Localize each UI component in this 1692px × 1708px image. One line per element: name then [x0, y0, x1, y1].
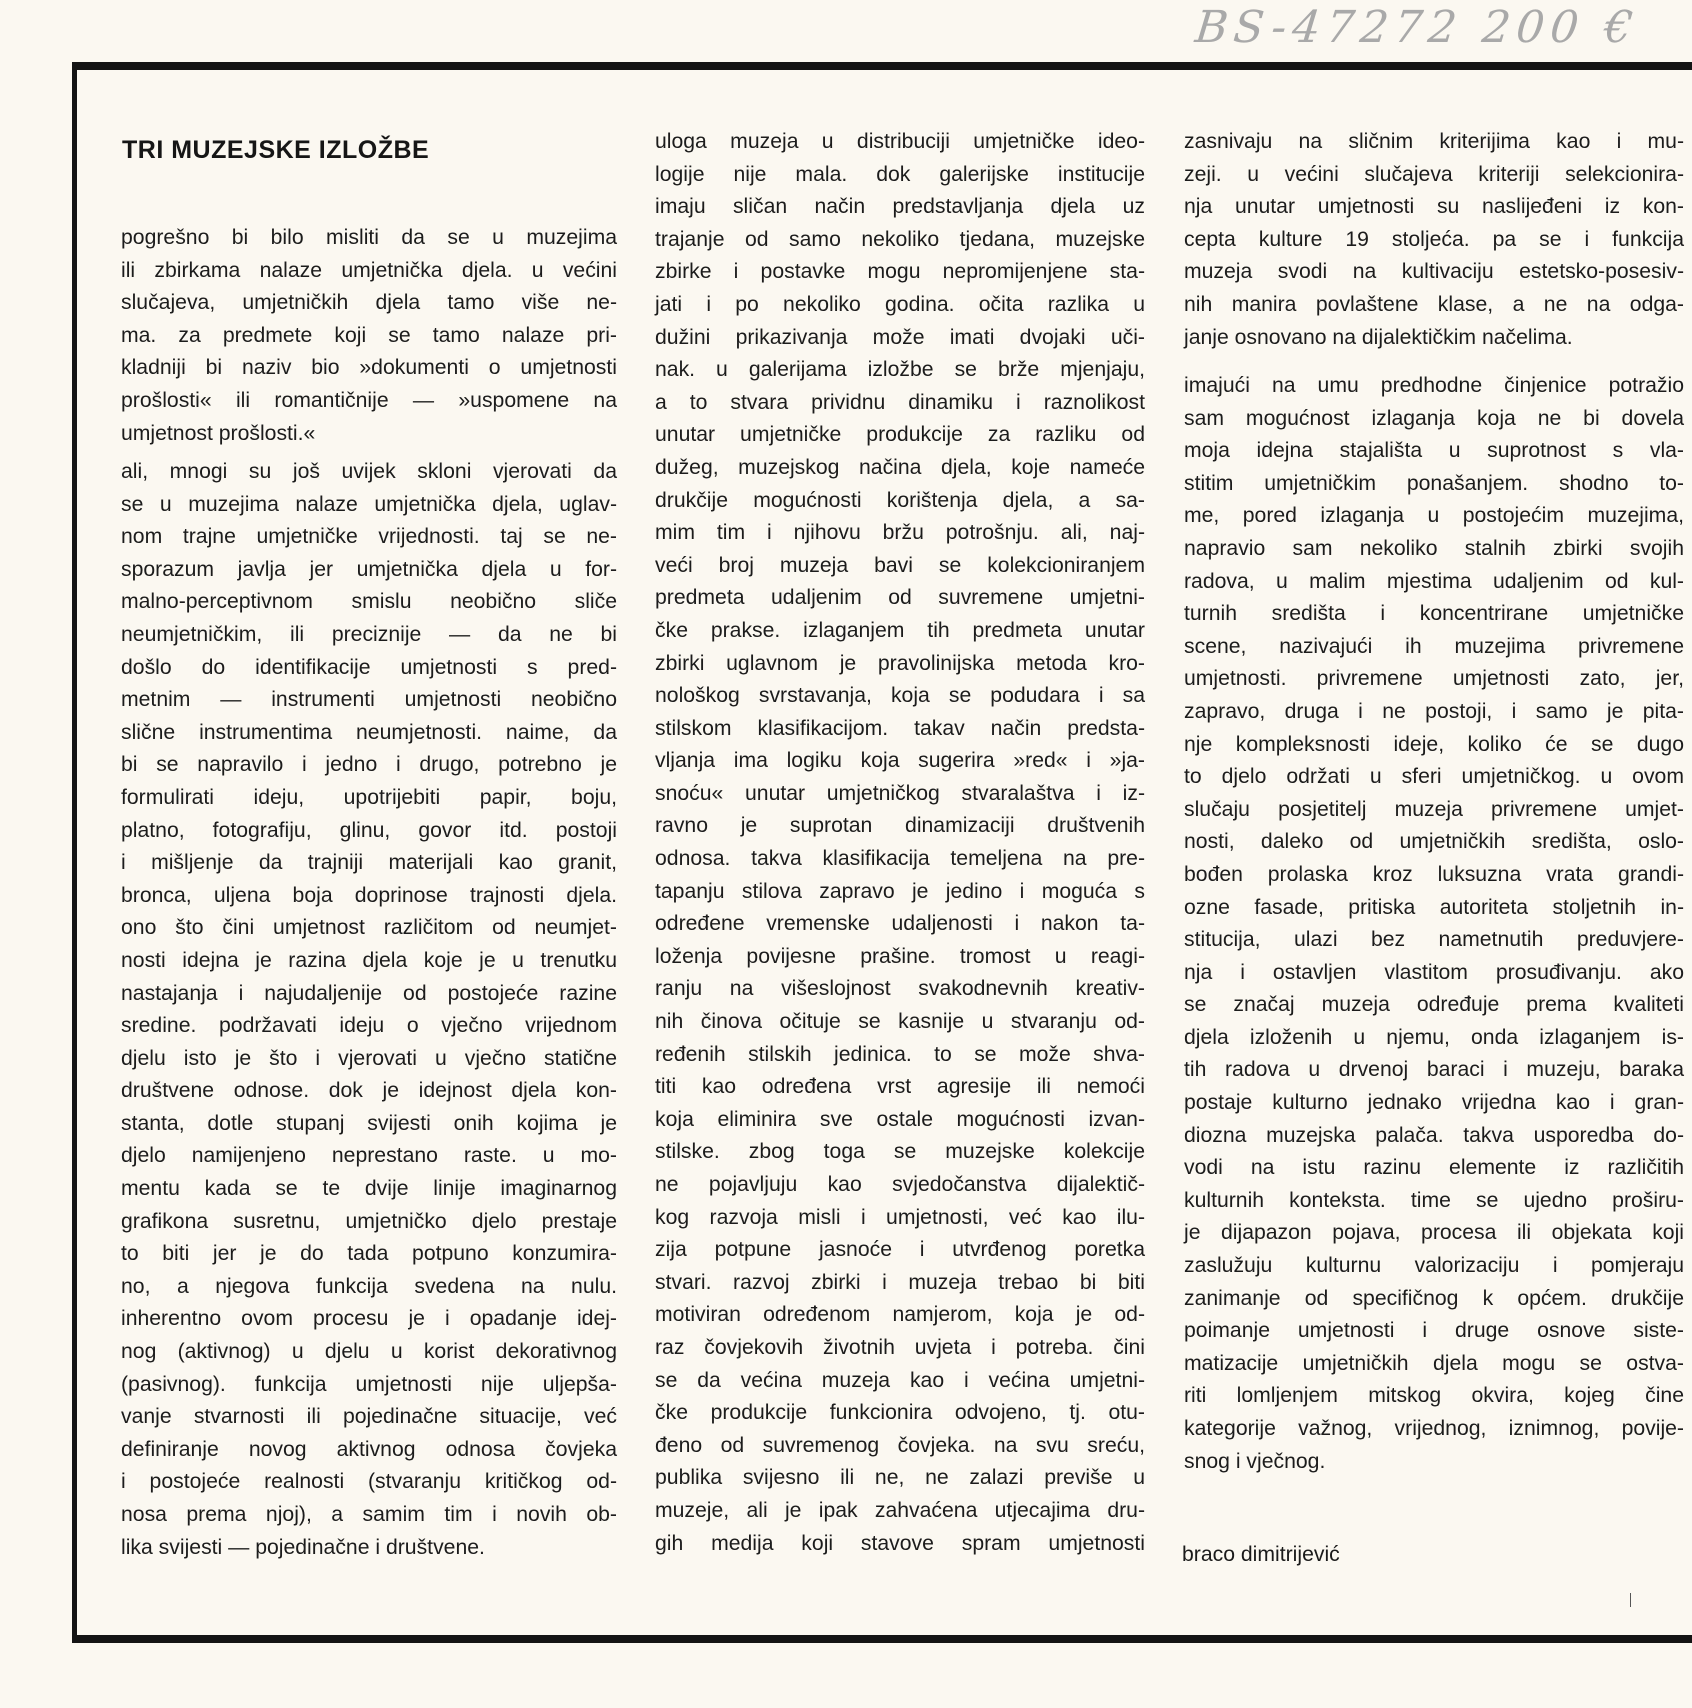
text-line: se da većina muzeja kao i većina umjetni- [655, 1368, 1145, 1392]
text-line: slučaju posjetitelj muzeja privremene umjet- [1184, 797, 1684, 821]
text-line: ravno je suprotan dinamizaciji društvenih [655, 814, 1145, 838]
text-line: nosa prema njoj), a samim tim i novih ob- [121, 1503, 617, 1526]
text-line: zbirke i postavke mogu nepromijenjene sta- [655, 260, 1145, 284]
text-line: turnih središta i koncentrirane umjetničke [1184, 602, 1684, 626]
text-line: motiviran određenom namjerom, koja je od- [655, 1303, 1145, 1327]
text-line: publika svijesno ili ne, ne zalazi previše u [655, 1466, 1145, 1490]
text-line: prošlosti« ili romantičnije — »uspomene na [121, 388, 617, 412]
text-line: ređenih stilskih jedinica. to se može shva- [655, 1042, 1145, 1066]
text-line: moja idejna stajališta u suprotnost s vla- [1184, 439, 1684, 463]
text-line: metnim — instrumenti umjetnosti neobično [121, 688, 617, 712]
text-line: napravio sam nekoliko stalnih zbirki svojih [1184, 536, 1684, 560]
column-3-paragraph-1 [1184, 126, 1684, 354]
text-line: djela izloženih u njemu, onda izlaganjem is- [1184, 1025, 1684, 1049]
text-line: muzeja svodi na kultivaciju estetsko-posesiv- [1184, 260, 1684, 284]
text-line: djelu isto je što i vjerovati u vječno statične [121, 1046, 617, 1070]
text-line: i postojeće realnosti (stvaranju kritičkog od- [121, 1470, 617, 1494]
text-line: kategorije važnog, vrijednog, iznimnog, povije- [1184, 1417, 1684, 1440]
text-line: cepta kulture 19 stoljeća. pa se i funkcija [1184, 227, 1684, 251]
text-line: ali, mnogi su još uvijek skloni vjerovati da [121, 460, 617, 483]
text-line: bronca, uljena boja doprinose trajnosti djela. [121, 883, 617, 907]
author-signature: braco dimitrijević [1182, 1543, 1340, 1566]
text-line: sam mogućnost izlaganja koja ne bi dovela [1184, 406, 1684, 430]
text-line: drukčije mogućnosti korištenja djela, a sa- [655, 488, 1145, 512]
text-line: diozna muzejska palača. takva usporedba do- [1184, 1123, 1684, 1147]
text-line: jati i po nekoliko godina. očita razlika u [655, 292, 1145, 316]
text-line: ozne fasade, pritiska autoriteta stoljetnih in- [1184, 895, 1684, 919]
text-line: ono što čini umjetnost različitom od neumjet- [121, 916, 617, 940]
text-line: neumjetničkim, ili preciznije — da ne bi [121, 622, 617, 646]
text-line: dužeg, muzejskog načina djela, koje nameće [655, 455, 1145, 479]
text-line: loženja povijesne prašine. tromost u reagi- [655, 944, 1145, 968]
text-line: mim tim i njihovu bržu potrošnju. ali, naj- [655, 521, 1145, 545]
text-line: društvene odnose. dok je idejnost djela kon- [121, 1079, 617, 1103]
text-line: lika svijesti — pojedinačne i društvene. [121, 1535, 485, 1559]
text-line: kog razvoja misli i umjetnosti, već kao ilu- [655, 1205, 1145, 1229]
article-title: TRI MUZEJSKE IZLOŽBE [122, 136, 430, 164]
text-line: nastajanja i najudaljenije od postojeće razine [121, 981, 617, 1005]
text-line: nak. u galerijama izložbe se brže mjenjaju, [655, 358, 1145, 382]
text-line: pogrešno bi bilo misliti da se u muzejima [121, 226, 617, 249]
text-line: poimanje umjetnosti i druge osnove siste- [1184, 1319, 1684, 1343]
text-line: bi se napravilo i jedno i drugo, potrebno je [121, 753, 617, 777]
text-line: stilske. zbog toga se muzejske kolekcije [655, 1140, 1145, 1164]
text-line: veći broj muzeja bavi se kolekcioniranjem [655, 553, 1145, 577]
text-line: no, a njegova funkcija svedena na nulu. [121, 1274, 617, 1298]
text-line: snoću« unutar umjetničkog stvaralaštva i iz- [655, 781, 1145, 805]
text-line: đeno od suvremenog čovjeka. na svu sreću, [655, 1433, 1145, 1457]
text-line: scene, nazivajući ih muzejima privremene [1184, 634, 1684, 658]
column-1-paragraph-2 [121, 456, 617, 1564]
text-line: čke produkcije funkcionira odvojeno, tj. otu- [655, 1401, 1145, 1425]
text-line: janje osnovano na dijalektičkim načelima. [1184, 325, 1573, 349]
text-line: nih manira povlaštene klase, a ne na odga- [1184, 292, 1684, 316]
text-line: čke prakse. izlaganjem tih predmeta unutar [655, 618, 1145, 642]
text-line: to biti jer je do tada potpuno konzumira- [121, 1242, 617, 1266]
text-line: muzeje, ali je ipak zahvaćena utjecajima dru- [655, 1498, 1145, 1522]
text-line: imajući na umu predhodne činjenice potražio [1184, 374, 1684, 397]
text-line: sporazum javlja jer umjetnička djela u for- [121, 557, 617, 581]
text-line: nje kompleksnosti ideje, koliko će se dugo [1184, 732, 1684, 756]
text-line: nom trajne umjetničke vrijednosti. taj se ne- [121, 525, 617, 549]
text-line: ranju na višeslojnost svakodnevnih kreativ- [655, 977, 1145, 1001]
text-line: kladniji bi naziv bio »dokumenti o umjetnosti [121, 356, 617, 380]
frame-bottom-rule [72, 1635, 1692, 1643]
column-1-paragraph-1 [121, 222, 617, 450]
text-line: mentu kada se te dvije linije imaginarnog [121, 1177, 617, 1201]
text-line: odnosa. takva klasifikacija temeljena na pre- [655, 847, 1145, 871]
text-line: matizacije umjetničkih djela mogu se ostva- [1184, 1351, 1684, 1375]
text-line: slične instrumentima neumjetnosti. naime, da [121, 720, 617, 744]
text-line: zaslužuju kulturnu valorizaciju i pomjeraju [1184, 1254, 1684, 1278]
text-line: uloga muzeja u distribuciji umjetničke ideo- [655, 130, 1145, 153]
text-line: nološkog svrstavanja, koja se podudara i sa [655, 684, 1145, 708]
text-line: (pasivnog). funkcija umjetnosti nije uljepša- [121, 1372, 617, 1396]
text-line: nja unutar umjetnosti su naslijeđeni iz kon- [1184, 195, 1684, 219]
text-line: stanta, dotle stupanj svijesti onih kojima je [121, 1111, 617, 1135]
text-line: ne pojavljuju kao svjedočanstva dijalektič- [655, 1173, 1145, 1196]
text-line: djelo namijenjeno neprestano raste. u mo- [121, 1144, 617, 1168]
text-line: se značaj muzeja određuje prema kvaliteti [1184, 993, 1684, 1017]
text-line: ma. za predmete koji se tamo nalaze pri- [121, 323, 617, 347]
text-line: je dijapazon pojava, procesa ili objekata koji [1184, 1221, 1684, 1245]
text-line: koja eliminira sve ostale mogućnosti izvan- [655, 1107, 1145, 1131]
text-line: zbirki uglavnom je pravolinijska metoda kro- [655, 651, 1145, 675]
text-line: nog (aktivnog) u djelu u korist dekorativnog [121, 1340, 617, 1364]
handwritten-annotation: BS-47272 200 € [1192, 2, 1642, 53]
text-line: tih radova u drvenoj baraci i muzeju, baraka [1184, 1058, 1684, 1082]
text-line: stvari. razvoj zbirki i muzeja trebao bi biti [655, 1270, 1145, 1294]
text-line: raz čovjekovih životnih uvjeta i potreba. čini [655, 1335, 1145, 1359]
frame-left-rule [72, 62, 77, 1643]
text-line: zanimanje od specifičnog k općem. drukčije [1184, 1286, 1684, 1310]
text-line: zeji. u većini slučajeva kriteriji selekcionira- [1184, 162, 1684, 186]
text-line: vodi na istu razinu elemente iz različitih [1184, 1156, 1684, 1180]
text-line: vljanja ima logiku koja sugerira »red« i »ja- [655, 749, 1145, 773]
text-line: grafikona susretnu, umjetničko djelo prestaje [121, 1209, 617, 1233]
text-line: nja i ostavljen vlastitom prosuđivanju. ako [1184, 960, 1684, 984]
column-3-paragraph-2 [1184, 370, 1684, 1478]
text-line: umjetnost prošlosti.« [121, 421, 316, 445]
text-line: trajanje od samo nekoliko tjedana, muzejske [655, 227, 1145, 251]
margin-mark [1630, 1593, 1631, 1607]
text-line: se u muzejima nalaze umjetnička djela, uglav- [121, 492, 617, 516]
text-line: to djelo održati u sferi umjetničkog. u ovom [1184, 765, 1684, 789]
text-line: formulirati ideju, upotrijebiti papir, boju, [121, 785, 617, 809]
text-line: definiranje novog aktivnog odnosa čovjeka [121, 1437, 617, 1461]
text-line: nosti, daleko od umjetničkih središta, oslo- [1184, 830, 1684, 854]
text-line: tapanju stilova zapravo je jedino i moguća s [655, 879, 1145, 903]
text-line: stilskom klasifikacijom. takav način predsta- [655, 716, 1145, 740]
text-line: određene vremenske udaljenosti i nakon ta- [655, 912, 1145, 936]
text-line: imaju sličan način predstavljanja djela uz [655, 195, 1145, 219]
text-line: inherentno ovom procesu je i opadanje idej- [121, 1307, 617, 1331]
text-line: logije nije mala. dok galerijske institucije [655, 162, 1145, 186]
text-line: i mišljenje da trajniji materijali kao granit, [121, 851, 617, 875]
frame-top-rule [72, 62, 1692, 70]
text-line: postaje kulturno jednako vrijedna kao i gran- [1184, 1091, 1684, 1115]
text-line: zapravo, druga i ne postoji, i samo je pita- [1184, 699, 1684, 723]
text-line: platno, fotografiju, glinu, govor itd. postoji [121, 818, 617, 842]
text-line: unutar umjetničke produkcije za razliku od [655, 423, 1145, 447]
text-line: došlo do identifikacije umjetnosti s pred- [121, 655, 617, 679]
text-line: snog i vječnog. [1184, 1449, 1326, 1473]
text-line: dužini prikazivanja može imati dvojaki uči- [655, 325, 1145, 349]
text-line: predmeta udaljenim od suvremene umjetni- [655, 586, 1145, 610]
text-line: radova, u malim mjestima udaljenim od kul- [1184, 569, 1684, 593]
text-line: bođen prolaska kroz luksuzna vrata grandi- [1184, 862, 1684, 886]
text-line: sredine. podržavati ideju o vječno vrijednom [121, 1014, 617, 1038]
text-line: a to stvara prividnu dinamiku i raznolikost [655, 390, 1145, 414]
text-line: nosti idejna je razina djela koje je u trenutku [121, 948, 617, 972]
column-2-paragraph-1 [655, 126, 1145, 1560]
text-line: malno-perceptivnom smislu neobično sliče [121, 590, 617, 614]
text-line: stitim umjetničkim ponašanjem. shodno to- [1184, 471, 1684, 495]
text-line: gih medija koji stavove spram umjetnosti [655, 1531, 1145, 1555]
text-line: zasnivaju na sličnim kriterijima kao i mu- [1184, 130, 1684, 153]
text-line: zija potpune jasnoće i utvrđenog poretka [655, 1238, 1145, 1262]
text-line: vanje stvarnosti ili pojedinačne situacije, već [121, 1405, 617, 1429]
text-line: ili zbirkama nalaze umjetnička djela. u većini [121, 258, 617, 282]
text-line: nih činova očituje se kasnije u stvaranju od- [655, 1010, 1145, 1034]
text-line: stitucija, ulazi bez nametnutih preduvjere- [1184, 928, 1684, 952]
text-line: riti lomljenjem mitskog okvira, kojeg čine [1184, 1384, 1684, 1408]
text-line: me, pored izlaganja u postojećim muzejima, [1184, 504, 1684, 528]
text-line: titi kao određena vrst agresije ili nemoći [655, 1075, 1145, 1099]
text-line: kulturnih konteksta. time se ujedno proširu- [1184, 1188, 1684, 1212]
text-line: umjetnosti. privremene umjetnosti zato, jer, [1184, 667, 1684, 691]
text-line: slučajeva, umjetničkih djela tamo više ne- [121, 291, 617, 315]
